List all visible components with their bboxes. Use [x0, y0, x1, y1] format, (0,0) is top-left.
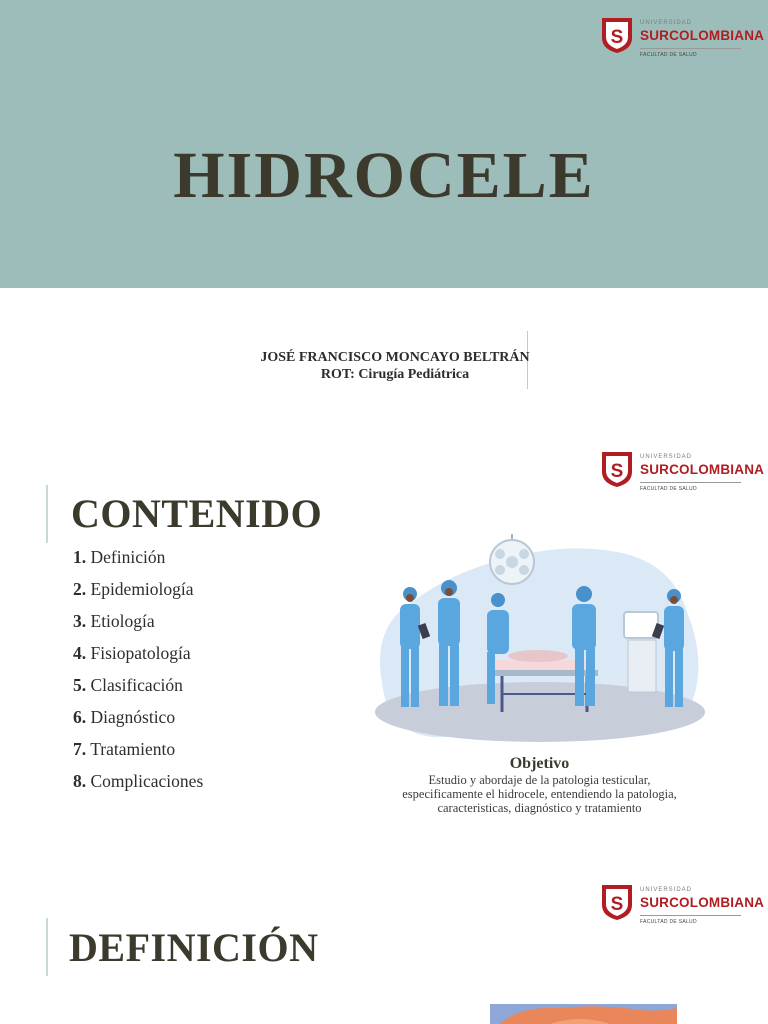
item-number: 3.	[73, 611, 87, 631]
objective-line: Estudio y abordaje de la patologia testicular,	[428, 773, 651, 787]
contents-item	[73, 675, 203, 707]
author-name: JOSÉ FRANCISCO MONCAYO BELTRÁN	[260, 350, 530, 365]
university-logo	[600, 16, 765, 66]
university-label: UNIVERSIDAD	[640, 454, 693, 460]
shield-icon	[600, 450, 634, 488]
objective-line: especificamente el hidrocele, entendiendo la patologia,	[402, 787, 677, 801]
item-number: 1.	[73, 547, 87, 567]
university-logo	[600, 883, 765, 933]
rotation-label: ROT: Cirugía Pediátrica	[320, 367, 470, 382]
anatomy-image	[490, 1004, 677, 1024]
item-label: Tratamiento	[90, 739, 176, 759]
item-number: 7.	[73, 739, 87, 759]
item-label: Definición	[90, 547, 166, 567]
logo-rule	[640, 915, 741, 916]
contents-item	[73, 771, 203, 803]
surgery-illustration	[372, 532, 707, 747]
item-number: 5.	[73, 675, 87, 695]
item-number: 4.	[73, 643, 87, 663]
shield-letter: S	[610, 894, 624, 915]
objective-text	[372, 773, 707, 815]
faculty-label: FACULTAD DE SALUD	[640, 52, 697, 58]
university-logo	[600, 450, 765, 500]
contents-item	[73, 707, 203, 739]
contents-item	[73, 611, 203, 643]
contents-item	[73, 547, 203, 579]
faculty-label: FACULTAD DE SALUD	[640, 486, 697, 492]
university-name: SURCOLOMBIANA	[640, 462, 765, 477]
title-slide	[0, 0, 768, 430]
shield-letter: S	[610, 461, 624, 482]
slide-title: HIDROCELE	[173, 139, 595, 212]
contents-heading: CONTENIDO	[71, 491, 323, 536]
item-label: Epidemiología	[90, 579, 194, 599]
logo-rule	[640, 48, 741, 49]
item-number: 8.	[73, 771, 87, 791]
item-label: Fisiopatología	[90, 643, 191, 663]
university-label: UNIVERSIDAD	[640, 20, 693, 26]
shield-icon	[600, 16, 634, 54]
definition-heading: DEFINICIÓN	[69, 925, 319, 970]
item-number: 6.	[73, 707, 87, 727]
contents-item	[73, 739, 203, 771]
shield-letter: S	[610, 27, 624, 48]
objective-title: Objetivo	[509, 755, 570, 772]
university-label: UNIVERSIDAD	[640, 887, 693, 893]
shield-icon	[600, 883, 634, 921]
contents-item	[73, 579, 203, 611]
faculty-label: FACULTAD DE SALUD	[640, 919, 697, 925]
logo-rule	[640, 482, 741, 483]
university-name: SURCOLOMBIANA	[640, 28, 765, 43]
contents-list	[73, 547, 203, 803]
contents-item	[73, 643, 203, 675]
item-label: Clasificación	[90, 675, 183, 695]
item-number: 2.	[73, 579, 87, 599]
objective-line: caracteristicas, diagnóstico y tratamiento	[437, 801, 642, 815]
item-label: Etiología	[90, 611, 155, 631]
anatomy-image-graphic	[490, 1004, 677, 1024]
heading-divider	[46, 918, 48, 976]
heading-divider	[46, 485, 48, 543]
university-name: SURCOLOMBIANA	[640, 895, 765, 910]
item-label: Complicaciones	[90, 771, 204, 791]
item-label: Diagnóstico	[90, 707, 176, 727]
